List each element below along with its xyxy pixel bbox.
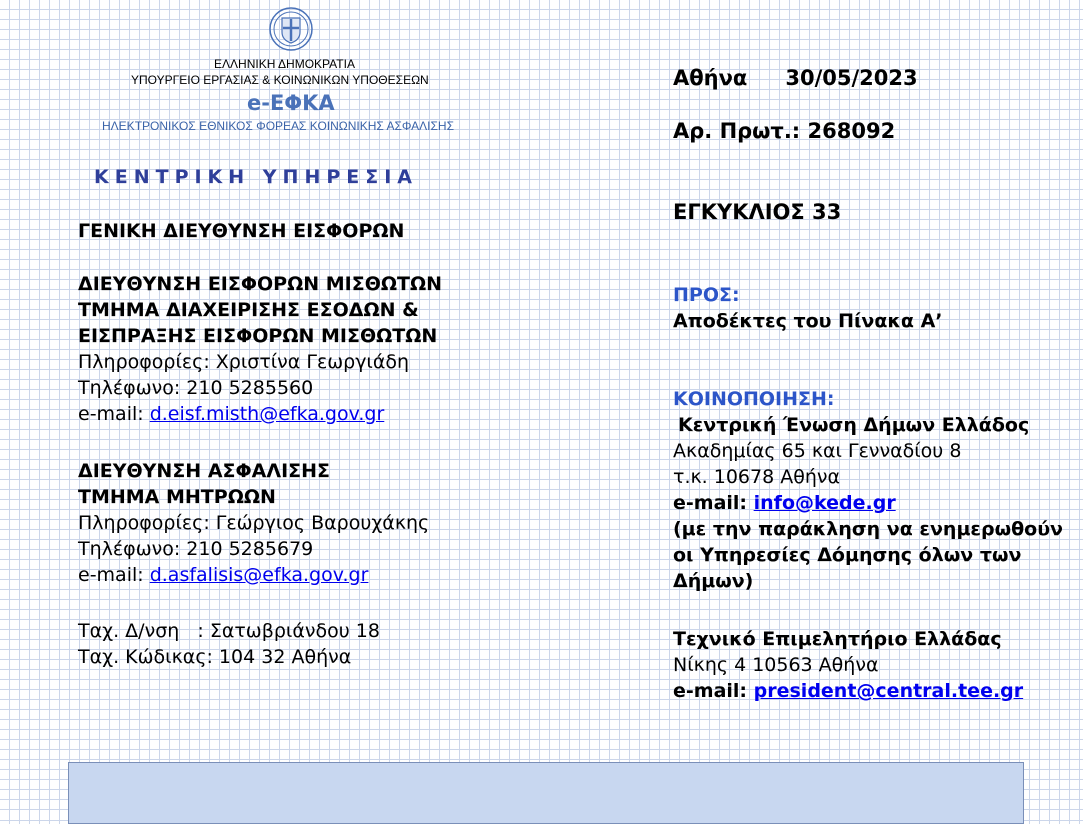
contributions-directorate-block [78, 271, 442, 427]
city: Αθήνα [673, 66, 748, 90]
insurance-directorate-block [78, 458, 429, 588]
contact-info: Πληροφορίες: Χριστίνα Γεωργιάδη [78, 351, 410, 373]
greek-coat-of-arms-icon [268, 6, 314, 52]
email-link[interactable]: info@kede.gr [753, 492, 896, 514]
org-short-name: e-ΕΦΚΑ [247, 91, 335, 115]
email-link[interactable]: d.eisf.misth@efka.gov.gr [149, 403, 385, 425]
to-value: Αποδέκτες του Πίνακα Α’ [673, 310, 943, 332]
cc1-address: Ακαδημίας 65 και Γενναδίου 8 [673, 440, 962, 462]
email-label: e-mail: [673, 680, 754, 702]
directorate-line-1: ΔΙΕΥΘΥΝΣΗ ΑΣΦΑΛΙΣΗΣ [78, 460, 330, 482]
contact-email-row [78, 562, 429, 588]
cc2-email-row [673, 678, 1023, 704]
date: 30/05/2023 [785, 66, 918, 90]
directorate-line-3: ΕΙΣΠΡΑΞΗΣ ΕΙΣΦΟΡΩΝ ΜΙΣΘΩΤΩΝ [78, 325, 438, 347]
directorate-line-2: ΤΜΗΜΑ ΜΗΤΡΩΩΝ [78, 486, 276, 508]
general-directorate: ΓΕΝΙΚΗ ΔΙΕΥΘΥΝΣΗ ΕΙΣΦΟΡΩΝ [78, 220, 405, 242]
central-service-title: ΚΕΝΤΡΙΚΗ ΥΠΗΡΕΣΙΑ [94, 166, 419, 188]
contact-phone: Τηλέφωνο: 210 5285560 [78, 377, 314, 399]
date-line [673, 66, 918, 90]
cc1-postal: τ.κ. 10678 Αθήνα [673, 466, 841, 488]
postal-address-block [78, 618, 380, 670]
directorate-line-1: ΔΙΕΥΘΥΝΣΗ ΕΙΣΦΟΡΩΝ ΜΙΣΘΩΤΩΝ [78, 273, 443, 295]
recipients-block [673, 282, 943, 334]
protocol-number: Αρ. Πρωτ.: 268092 [673, 119, 896, 143]
contact-email-row [78, 401, 442, 427]
contact-info: Πληροφορίες: Γεώργιος Βαρουχάκης [78, 512, 430, 534]
subject-box [68, 762, 1024, 824]
cc1-name: Κεντρική Ένωση Δήμων Ελλάδος [678, 414, 1030, 436]
org-full-name: ΗΛΕΚΤΡΟΝΙΚΟΣ ΕΘΝΙΚΟΣ ΦΟΡΕΑΣ ΚΟΙΝΩΝΙΚΗΣ ΑΣΦΑΛΙΣΗΣ [102, 119, 455, 133]
ministry-title: ΥΠΟΥΡΓΕΙΟ ΕΡΓΑΣΙΑΣ & ΚΟΙΝΩΝΙΚΩΝ ΥΠΟΘΕΣΕΩΝ [131, 73, 429, 87]
email-label: e-mail: [78, 403, 150, 425]
to-label: ΠΡΟΣ: [673, 284, 740, 306]
cc2-block [673, 626, 1023, 704]
contact-phone: Τηλέφωνο: 210 5285679 [78, 538, 314, 560]
cc-block [673, 386, 1063, 594]
cc1-note-2: οι Υπηρεσίες Δόμησης όλων των [673, 544, 1022, 566]
directorate-line-2: ΤΜΗΜΑ ΔΙΑΧΕΙΡΙΣΗΣ ΕΣΟΔΩΝ & [78, 299, 419, 321]
cc2-name: Τεχνικό Επιμελητήριο Ελλάδας [673, 628, 1002, 650]
cc1-email-row [673, 490, 1063, 516]
circular-number: ΕΓΚΥΚΛΙΟΣ 33 [673, 200, 842, 224]
cc1-note-1: (με την παράκληση να ενημερωθούν [673, 518, 1063, 540]
email-label: e-mail: [673, 492, 754, 514]
cc-label: ΚΟΙΝΟΠΟΙΗΣΗ: [673, 388, 835, 410]
email-link[interactable]: president@central.tee.gr [753, 680, 1024, 702]
cc1-note-3: Δήμων) [673, 570, 754, 592]
republic-title: ΕΛΛΗΝΙΚΗ ΔΗΜΟΚΡΑΤΙΑ [214, 57, 355, 71]
postal-address: Ταχ. Δ/νση : Σατωβριάνδου 18 [78, 620, 380, 642]
email-label: e-mail: [78, 564, 150, 586]
email-link[interactable]: d.asfalisis@efka.gov.gr [149, 564, 369, 586]
cc2-address: Νίκης 4 10563 Αθήνα [673, 654, 879, 676]
postal-code: Ταχ. Κώδικας: 104 32 Αθήνα [78, 646, 352, 668]
